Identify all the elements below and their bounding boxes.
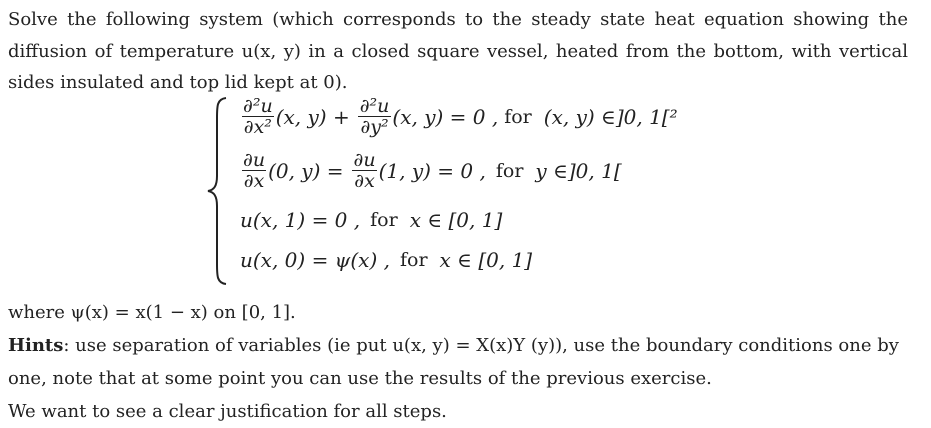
hints-text: : use separation of variables (ie put u(x, y) = X(x)Y (y)), use the boundary conditions one by one, note that at some point you can use the results of the previous exercise. bbox=[8, 335, 899, 389]
fraction-du-dx-right: $\frac{\partial u}{\partial x}$ bbox=[353, 149, 376, 192]
where-line: where ψ(x) = x(1 − x) on [0, 1]. bbox=[8, 302, 296, 323]
fraction-du-dx-left: $\frac{\partial u}{\partial x}$ bbox=[243, 149, 266, 192]
equation-top-lid: u(x, 1) = 0 , for x ∈ [0, 1] bbox=[240, 208, 503, 232]
hints-label: Hints bbox=[8, 335, 64, 356]
closing-line: We want to see a clear justification for all steps. bbox=[8, 401, 447, 422]
post-system-text bbox=[8, 296, 908, 428]
equation-insulated-sides: $\frac{\partial u}{\partial x}$ (0, y) = $\frac{\partial u}{\partial x}$ (1, y) = 0 , for y ∈]0, 1[ bbox=[243, 149, 622, 192]
equation-bottom-heated: u(x, 0) = ψ(x) , for x ∈ [0, 1] bbox=[240, 248, 533, 272]
equation-laplace: $\frac{\text{∂²u}}{\text{∂x²}}$ (x, y) + $\frac{\text{∂²u}}{\text{∂y²}}$ (x, y) = 0 , for (x, y) ∈]0, 1[² bbox=[243, 95, 678, 138]
equation-system bbox=[206, 96, 906, 286]
hints-paragraph bbox=[8, 329, 908, 395]
fraction-d2u-dx2: $\frac{\text{∂²u}}{\text{∂x²}}$ bbox=[243, 95, 273, 138]
fraction-d2u-dy2: $\frac{\text{∂²u}}{\text{∂y²}}$ bbox=[359, 95, 390, 138]
intro-paragraph: Solve the following system (which corresponds to the steady state heat equation showing the diffusion of temperature u(x, y) in a closed square vessel, heated from the bottom, with vertical sides insulated and top lid kept at 0). bbox=[8, 9, 908, 93]
left-brace bbox=[206, 96, 228, 286]
